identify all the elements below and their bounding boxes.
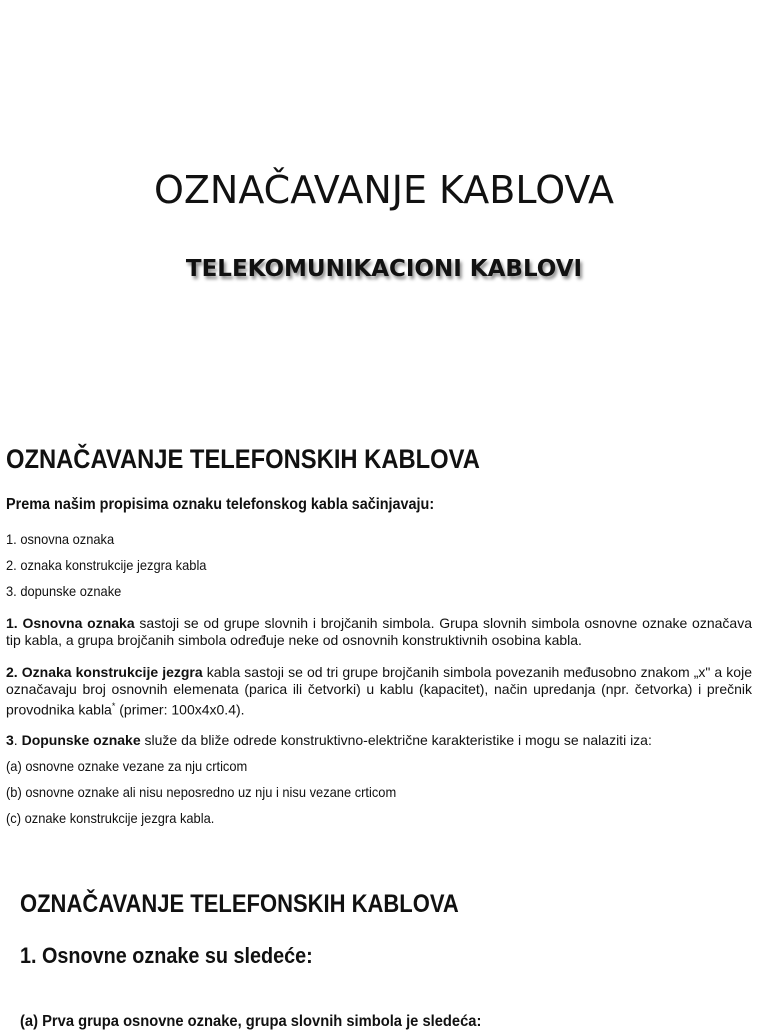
sub-heading: 1. Osnovne oznake su sledeće: [20,943,313,968]
section-heading: OZNAČAVANJE TELEFONSKIH KABLOVA [6,444,480,474]
footnote-marker: * [111,701,116,711]
title-slide [0,0,768,400]
paragraph-text: sastoji se od grupe slovnih i brojčanih simbola. Grupa slovnih simbola osnovne oznake označava tip kabla, a grupa brojčanih simbola određuje neke od osnovnih konstruktivnih osobina kabla. [6,615,752,648]
option-item: (b) osnovne oznake ali nisu neposredno uz nju i nisu vezane crticom [6,784,397,800]
option-item: (a) osnovne oznake vezane za nju crticom [6,758,248,774]
paragraph-label: Dopunske oznake [21,732,141,748]
paragraph-text: (primer: 100x4x0.4). [115,701,245,718]
paragraph-label: 1. Osnovna oznaka [6,615,135,631]
paragraph-label: 2. Oznaka konstrukcije jezgra [6,664,203,680]
paragraph-separator: . [13,732,22,748]
paragraph-text: kabla sastoji se od tri grupe brojčanih simbola povezanih međusobno znakom „x" a koje označavaju broj osnovnih elemenata (parica ili četvorki) u kablu (kapacitet), način upredanja (npr. četvorka) i prečnik provodnika kabla [6,664,752,718]
option-item: (c) oznake konstrukcije jezgra kabla. [6,810,215,826]
basic-marks-slide [20,890,760,1030]
paragraph-number: 3 [6,732,14,748]
cable-marking-slide [6,444,754,826]
list-item: 3. dopunske oznake [6,583,122,599]
paragraph-basic-mark [6,615,752,649]
main-title: OZNAČAVANJE KABLOVA [153,168,614,212]
paragraph-text: služe da bliže odrede konstruktivno-električne karakteristike i mogu se nalaziti iza: [140,732,652,748]
list-item: 2. oznaka konstrukcije jezgra kabla [6,557,207,573]
subtitle: TELEKOMUNIKACIONI KABLOVI [185,256,583,282]
section-heading: OZNAČAVANJE TELEFONSKIH KABLOVA [20,890,459,918]
cut-off-line: (a) Prva grupa osnovne oznake, grupa slovnih simbola je sledeća: [20,1013,482,1030]
list-item: 1. osnovna oznaka [6,531,115,547]
lead-text: Prema našim propisima oznaku telefonskog kabla sačinjavaju: [6,496,435,513]
paragraph-additional-marks [6,732,752,749]
paragraph-core-construction [6,664,752,719]
